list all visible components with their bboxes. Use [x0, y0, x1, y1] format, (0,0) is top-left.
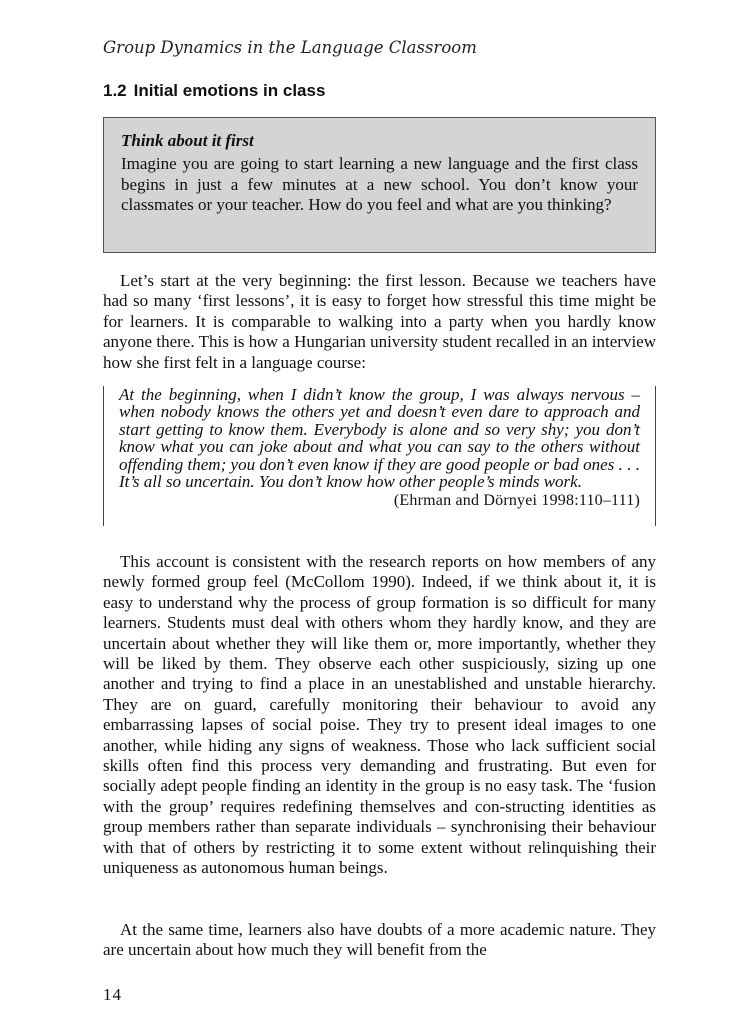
paragraph-intro: Let’s start at the very beginning: the first lesson. Because we teachers have had so many ‘first lessons’, it is easy to forget how stressful this time might be for learners. It is comparable to walking into a party when you hardly know anyone there. This is how a Hungarian university student recalled in an interview how she first felt in a language course:	[103, 271, 656, 372]
section-title: Initial emotions in class	[133, 81, 326, 100]
section-heading	[103, 81, 325, 101]
paragraph-academic-doubts: At the same time, learners also have doubts of a more academic nature. They are uncertain about how much they will benefit from the	[103, 920, 656, 960]
paragraph-group-formation: This account is consistent with the research reports on how members of any newly formed group feel (McCollom 1990). Indeed, if we think about it, it is easy to understand why the process of group formation is so difficult for many learners. Students must deal with others whom they hardly know, and they are uncertain about whether they will like them or, more importantly, whether they will be liked by them. They observe each other suspiciously, sizing up one another and trying to find a place in an unestablished and unstable hierarchy. They are on guard, carefully monitoring their behaviour to avoid any embarrassing lapses of social poise. They try to present ideal images to one another, while hiding any signs of weakness. Those who lack sufficient social skills often find this process very demanding and frustrating. But even for socially adept people finding an identity in the group is no easy task. The ‘fusion with the group’ requires redefining themselves and con-structing identities as group members rather than separate individuals – synchronising their behaviour with that of others by restricting it to some extent without relinquishing their uniqueness as autonomous human beings.	[103, 552, 656, 878]
think-about-it-box	[103, 117, 656, 253]
quote-text: At the beginning, when I didn’t know the group, I was always nervous – when nobody knows the others yet and doesn’t even dare to approach and start getting to know them. Everybody is alone and so very shy; you don’t know what you can joke about and what you can say to the others without offending them; you don’t even know if they are good people or bad ones . . . It’s all so uncertain. You don’t know how other people’s minds work.	[119, 385, 640, 492]
quote-citation: (Ehrman and Dörnyei 1998:110–111)	[393, 492, 640, 510]
section-number: 1.2	[103, 81, 127, 100]
think-box-title: Think about it first	[121, 131, 254, 150]
page-number: 14	[103, 985, 122, 1004]
running-head: Group Dynamics in the Language Classroom	[103, 38, 477, 57]
interview-quote-block	[103, 386, 656, 526]
think-box-body: Imagine you are going to start learning a new language and the first class begins in just a few minutes at a new school. You don’t know your classmates or your teacher. How do you feel and what are you thinking?	[121, 154, 638, 214]
